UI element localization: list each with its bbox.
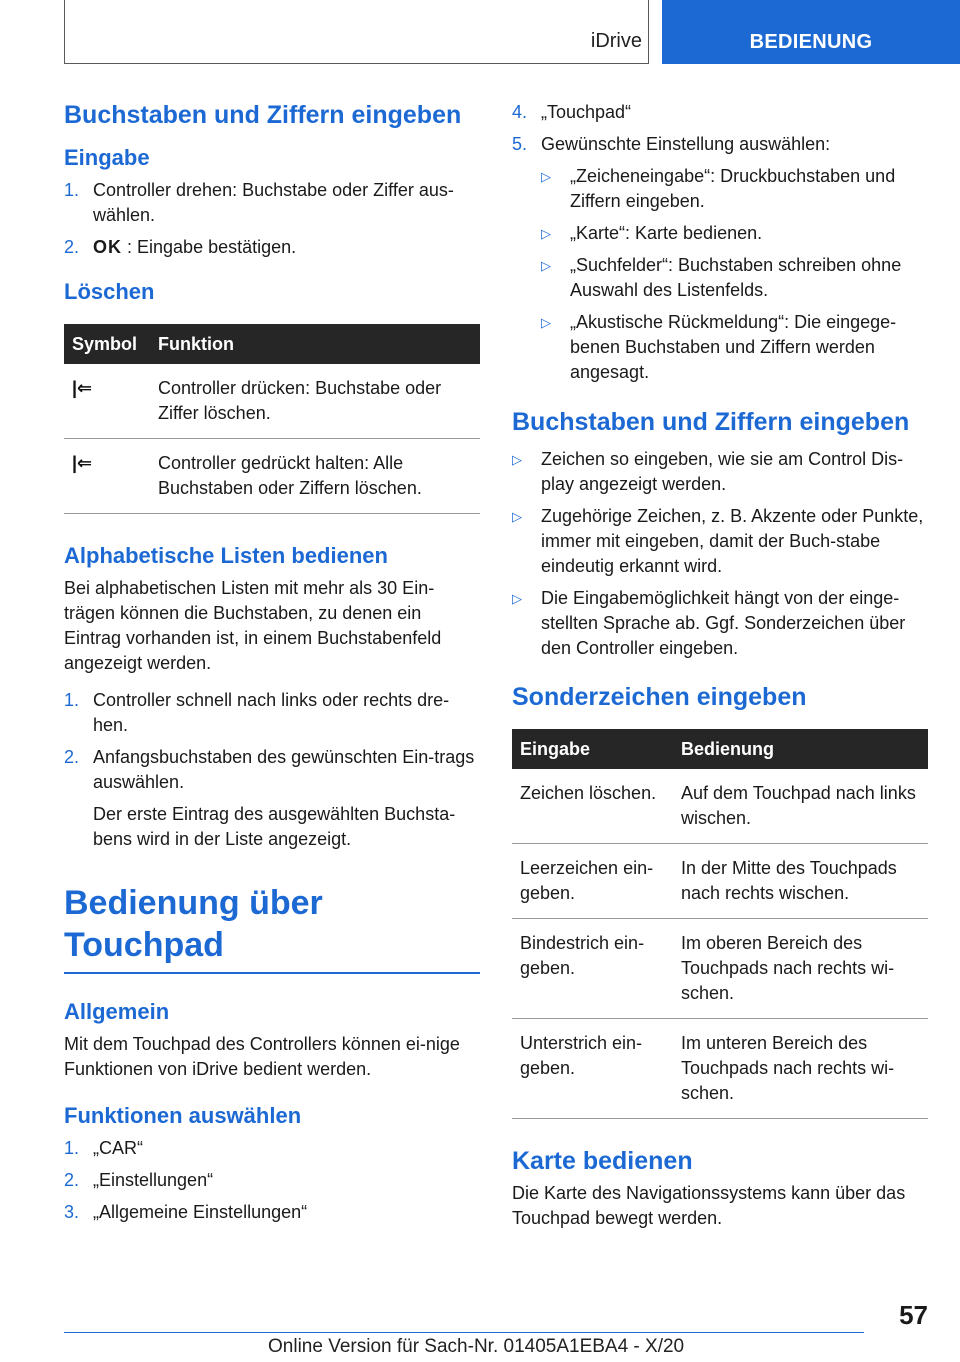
header-frame xyxy=(64,0,649,64)
table-row: Unterstrich ein-geben. Im unteren Bereich des Touchpads nach rechts wi-schen. xyxy=(512,1019,928,1119)
table-row: |⇐ Controller drücken: Buchstabe oder Ziffer löschen. xyxy=(64,364,480,439)
list-item: 5. Gewünschte Einstellung auswählen: xyxy=(512,134,831,154)
list-item: ▷ „Karte“: Karte bedienen. xyxy=(512,221,928,246)
loeschen-table xyxy=(64,324,480,514)
footer-text: Online Version für Sach-Nr. 01405A1EBA4 - X/20 xyxy=(268,1336,685,1357)
heading-karte: Karte bedienen xyxy=(512,1147,693,1175)
heading-eingabe: Eingabe xyxy=(64,145,150,170)
page-number: 57 xyxy=(899,1300,928,1330)
triangle-icon: ▷ xyxy=(541,258,551,273)
sonderzeichen-table xyxy=(512,729,928,1119)
triangle-icon: ▷ xyxy=(541,169,551,184)
header-chapter: BEDIENUNG xyxy=(662,0,960,64)
heading-allgemein: Allgemein xyxy=(64,999,170,1024)
list-item: ▷ „Zeicheneingabe“: Druckbuchstaben und Ziffern eingeben. xyxy=(541,166,896,211)
header-section: iDrive xyxy=(590,30,642,52)
table-header: Symbol xyxy=(64,324,150,364)
list-item: 1. Controller schnell nach links oder rechts dre-hen. xyxy=(64,690,450,735)
triangle-icon: ▷ xyxy=(512,452,522,467)
touchpad-steps xyxy=(512,100,928,157)
list-item: ▷ „Suchfelder“: Buchstaben schreiben ohne Auswahl des Listenfelds. xyxy=(541,255,902,300)
list-item: ▷ „Akustische Rückmeldung“: Die eingege-benen Buchstaben und Ziffern werden angesagt. xyxy=(541,312,897,382)
alpha-intro: Bei alphabetischen Listen mit mehr als 30 Ein-trägen können die Buchstaben, zu denen ein Eintrag vorhanden ist, in einem Buchstabenfeld angezeigt werden. xyxy=(64,578,442,673)
left-column xyxy=(64,100,480,1243)
list-item: ▷ Zugehörige Zeichen, z. B. Akzente oder Punkte, immer mit eingeben, damit der Buch-stabe eindeutig erkannt wird. xyxy=(512,506,924,576)
list-item: 1. „CAR“ xyxy=(64,1138,143,1158)
triangle-icon: ▷ xyxy=(512,509,522,524)
heading-sonderzeichen: Sonderzeichen eingeben xyxy=(512,683,807,711)
list-item: 3. „Allgemeine Einstellungen“ xyxy=(64,1202,308,1222)
allgemein-text: Mit dem Touchpad des Controllers können ei-nige Funktionen von iDrive bedient werden. xyxy=(64,1034,460,1079)
triangle-icon: ▷ xyxy=(541,315,551,330)
list-item: ▷ Die Eingabemöglichkeit hängt von der einge-stellten Sprache ab. Ggf. Sonderzeichen über den Controller eingeben. xyxy=(512,588,906,658)
alpha-steps xyxy=(64,688,480,795)
ok-icon: OK xyxy=(93,237,122,257)
list-item: 1. Controller drehen: Buchstabe oder Ziffer aus-wählen. xyxy=(64,180,454,225)
heading-funktionen: Funktionen auswählen xyxy=(64,1103,302,1128)
list-item: 2. OK : Eingabe bestätigen. xyxy=(64,237,297,257)
funktionen-steps xyxy=(64,1136,480,1225)
list-item: 4. „Touchpad“ xyxy=(512,102,632,122)
footer-divider xyxy=(64,1332,864,1333)
table-header: Funktion xyxy=(150,324,480,364)
right-column xyxy=(512,100,928,1243)
table-header: Eingabe xyxy=(512,729,673,769)
delete-icon: |⇐ xyxy=(64,364,150,439)
triangle-icon: ▷ xyxy=(512,591,522,606)
eingabe-steps xyxy=(64,178,480,260)
list-item: 2. „Einstellungen“ xyxy=(64,1170,214,1190)
table-row: Bindestrich ein-geben. Im oberen Bereich des Touchpads nach rechts wi-schen. xyxy=(512,919,928,1019)
table-row: Leerzeichen ein-geben. In der Mitte des Touchpads nach rechts wischen. xyxy=(512,844,928,919)
heading-loeschen: Löschen xyxy=(64,279,155,304)
heading-touchpad: Bedienung über Touchpad xyxy=(64,882,480,974)
heading-buchstaben-2: Buchstaben und Ziffern eingeben xyxy=(512,408,910,436)
table-row: Zeichen löschen. Auf dem Touchpad nach links wischen. xyxy=(512,769,928,844)
heading-buchstaben: Buchstaben und Ziffern eingeben xyxy=(64,101,462,129)
table-row: |⇐ Controller gedrückt halten: Alle Buchstaben oder Ziffern löschen. xyxy=(64,439,480,514)
option-list xyxy=(512,164,928,385)
list-item: 2. Anfangsbuchstaben des gewünschten Ein-trags auswählen. xyxy=(64,747,475,792)
karte-text: Die Karte des Navigationssystems kann über das Touchpad bewegt werden. xyxy=(512,1183,906,1228)
triangle-icon: ▷ xyxy=(541,226,551,241)
table-header: Bedienung xyxy=(673,729,928,769)
delete-icon: |⇐ xyxy=(64,439,150,514)
alpha-note: Der erste Eintrag des ausgewählten Buchsta-bens wird in der Liste angezeigt. xyxy=(93,804,456,849)
list-item: ▷ Zeichen so eingeben, wie sie am Control Dis-play angezeigt werden. xyxy=(512,449,904,494)
buchstaben-list xyxy=(512,447,928,661)
heading-alpha: Alphabetische Listen bedienen xyxy=(64,543,388,568)
